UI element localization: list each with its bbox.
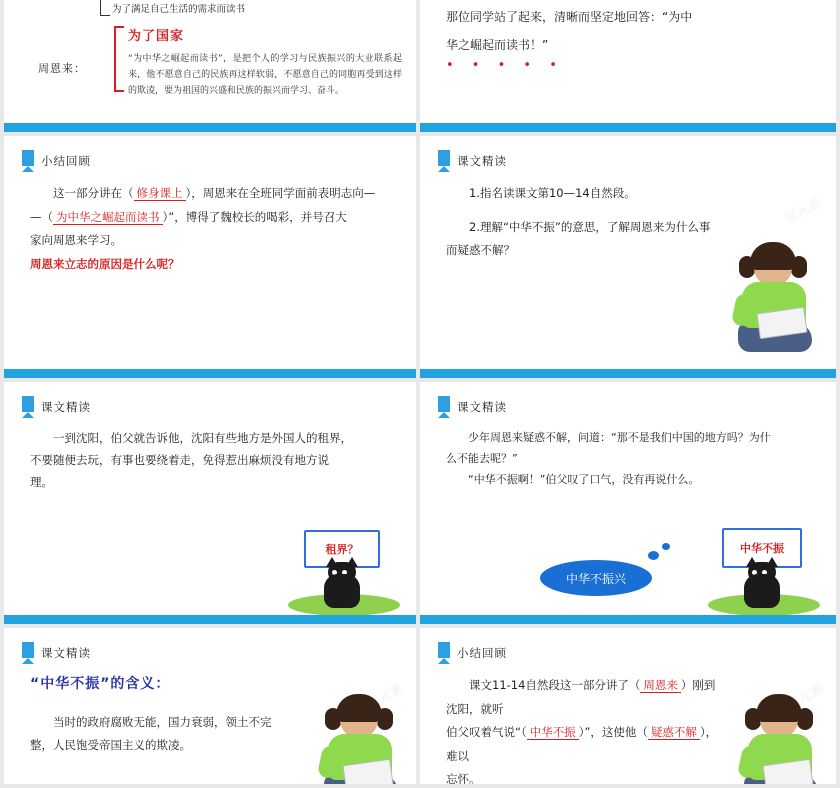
- bookmark-icon: [438, 150, 450, 172]
- slide-6-header: [438, 396, 507, 418]
- cat-illustration: [704, 526, 824, 616]
- slide-5-line-2: 不要随便去玩，有事也要绕着走，免得惹出麻烦没有地方说: [30, 452, 329, 467]
- slide-3-header-label: 小结回顾: [41, 154, 91, 168]
- slide-3: [4, 136, 416, 378]
- bottom-bar: [420, 615, 836, 624]
- bottom-bar: [4, 123, 416, 132]
- slide-8-body: [446, 674, 726, 784]
- slide-6-line-3: “中华不振啊！”伯父叹了口气，没有再说什么。: [468, 472, 700, 486]
- watermark: 氪元素: [364, 681, 407, 714]
- bottom-bar: [420, 369, 836, 378]
- slide-8-t5: ），难以: [446, 725, 718, 763]
- slide-1-label: 周恩来：: [38, 62, 86, 75]
- slide-2-line-1: 那位同学站了起来，清晰而坚定地回答：“为中: [446, 10, 693, 24]
- slide-1-paragraph: “为中华之崛起而读书”，是把个人的学习与民族振兴的大业联系起来，他不愿意自己的民族再这样软弱，不愿意自己的同胞再受到这样的欺凌，要为祖国的兴盛和民族的振兴而学习、奋斗。: [128, 54, 402, 96]
- slide-6-line-2: 么不能去呢？”: [446, 451, 518, 465]
- slide-7-header: [22, 642, 91, 664]
- watermark: 氪元素: [782, 195, 825, 228]
- slide-7-header-label: 课文精读: [41, 646, 91, 660]
- slide-8-t4: ）”，这使他（: [578, 725, 648, 740]
- slide-3-header: [22, 150, 91, 172]
- bookmark-icon: [22, 396, 34, 418]
- slide-8-blank-3: 疑惑不解: [648, 725, 700, 740]
- slide-4-header-label: 课文精读: [457, 154, 507, 168]
- slide-8-line-2: [446, 721, 726, 768]
- slide-2-line-2: 华之崛起而读书！”: [446, 37, 549, 52]
- slide-3-t4: ）”，博得了魏校长的喝彩，并号召大: [162, 209, 347, 224]
- slide-1-highlight: 为了国家: [128, 29, 185, 44]
- slide-4-header: [438, 150, 507, 172]
- slide-8-header-label: 小结回顾: [457, 646, 507, 660]
- slide-4: [420, 136, 836, 378]
- student-photo: [728, 244, 820, 356]
- slide-3-t1: 这一部分讲在（: [53, 186, 134, 200]
- slide-4-body: [446, 182, 716, 263]
- slide-3-body: [30, 182, 394, 276]
- student-photo: [734, 696, 826, 784]
- thought-bubble-label: 中华不振兴: [565, 571, 626, 586]
- slide-6-header-label: 课文精读: [457, 400, 507, 414]
- bottom-bar: [4, 615, 416, 624]
- slide-2: [420, 0, 836, 132]
- slide-3-line-3: 家向周恩来学习。: [30, 233, 122, 248]
- bubble-dot-1: [648, 551, 659, 560]
- slide-5-header: [22, 396, 91, 418]
- bookmark-icon: [22, 150, 34, 172]
- slide-7-body: [30, 670, 306, 758]
- slide-8-line-1: [446, 674, 726, 721]
- slide-3-question: 周恩来立志的原因是什么呢？: [30, 256, 180, 271]
- slide-8-t3: 伯父叹着气说“（: [446, 725, 527, 740]
- slide-8-header: [438, 642, 507, 664]
- slide-1-top-line: 为了满足自己生活的需求而读书: [112, 4, 246, 15]
- slide-5: [4, 382, 416, 624]
- slide-4-item-3: 而疑惑不解？: [446, 243, 515, 258]
- watermark: 氪元素: [784, 681, 827, 714]
- cat-figure: [320, 562, 364, 608]
- slide-4-item-1: 1.指名读课文第10—14自然段。: [469, 186, 636, 200]
- slide-5-line-1: 一到沈阳，伯父就告诉他，沈阳有些地方是外国人的租界，: [53, 431, 352, 445]
- slide-8-blank-1: 周恩来: [640, 678, 681, 693]
- bottom-bar: [4, 369, 416, 378]
- slide-4-item-2: 2.理解“中华不振”的意思，了解周恩来为什么事: [469, 219, 711, 234]
- slide-8-t1: 课文11-14自然段这一部分讲了（: [469, 678, 641, 692]
- sign-label: 中华不振: [740, 542, 784, 555]
- student-photo: [314, 696, 406, 784]
- slide-2-dots: • • • • •: [446, 58, 564, 74]
- bracket-black: [100, 0, 110, 16]
- bottom-bar: [420, 123, 836, 132]
- thought-bubble: [540, 560, 652, 596]
- slide-8: [420, 628, 836, 784]
- slide-3-line-2: [30, 206, 394, 230]
- slide-3-blank-1: 修身课上: [134, 186, 186, 201]
- slide-3-blank-2: 为中华之崛起而读书: [53, 210, 163, 225]
- bracket-red: [114, 26, 124, 92]
- slide-5-header-label: 课文精读: [41, 400, 91, 414]
- cat-illustration: [284, 526, 404, 616]
- slide-6-line-1: 少年周恩来疑惑不解，问道：“那不是我们中国的地方吗？为什: [468, 431, 771, 444]
- slide-5-body: [30, 428, 394, 494]
- slide-8-blank-2: 中华不振: [527, 725, 579, 740]
- sign-label: 租界？: [325, 543, 359, 556]
- slide-7-title: “中华不振”的含义：: [30, 676, 171, 692]
- slide-6-body: [446, 428, 814, 491]
- slide-7-line-1: 当时的政府腐败无能，国力衰弱，领土不完: [53, 714, 272, 729]
- slide-5-line-3: 理。: [30, 474, 53, 489]
- bookmark-icon: [438, 396, 450, 418]
- bookmark-icon: [438, 642, 450, 664]
- slide-6: [420, 382, 836, 624]
- slide-3-t2: ），周恩来在全班同学面前表明志向—: [185, 186, 376, 200]
- cat-figure: [740, 562, 784, 608]
- slide-3-t3: —（: [30, 209, 53, 224]
- bookmark-icon: [22, 642, 34, 664]
- slide-7: [4, 628, 416, 784]
- slide-7-line-2: 整，人民饱受帝国主义的欺凌。: [30, 738, 191, 753]
- slide-8-line-3: 忘怀。: [446, 772, 481, 784]
- slide-8-t2: ）刚到沈阳，就听: [446, 678, 716, 716]
- bubble-dot-2: [662, 543, 670, 550]
- slide-2-content: [446, 4, 812, 72]
- slide-3-line-1: [30, 182, 394, 206]
- slide-1: [4, 0, 416, 132]
